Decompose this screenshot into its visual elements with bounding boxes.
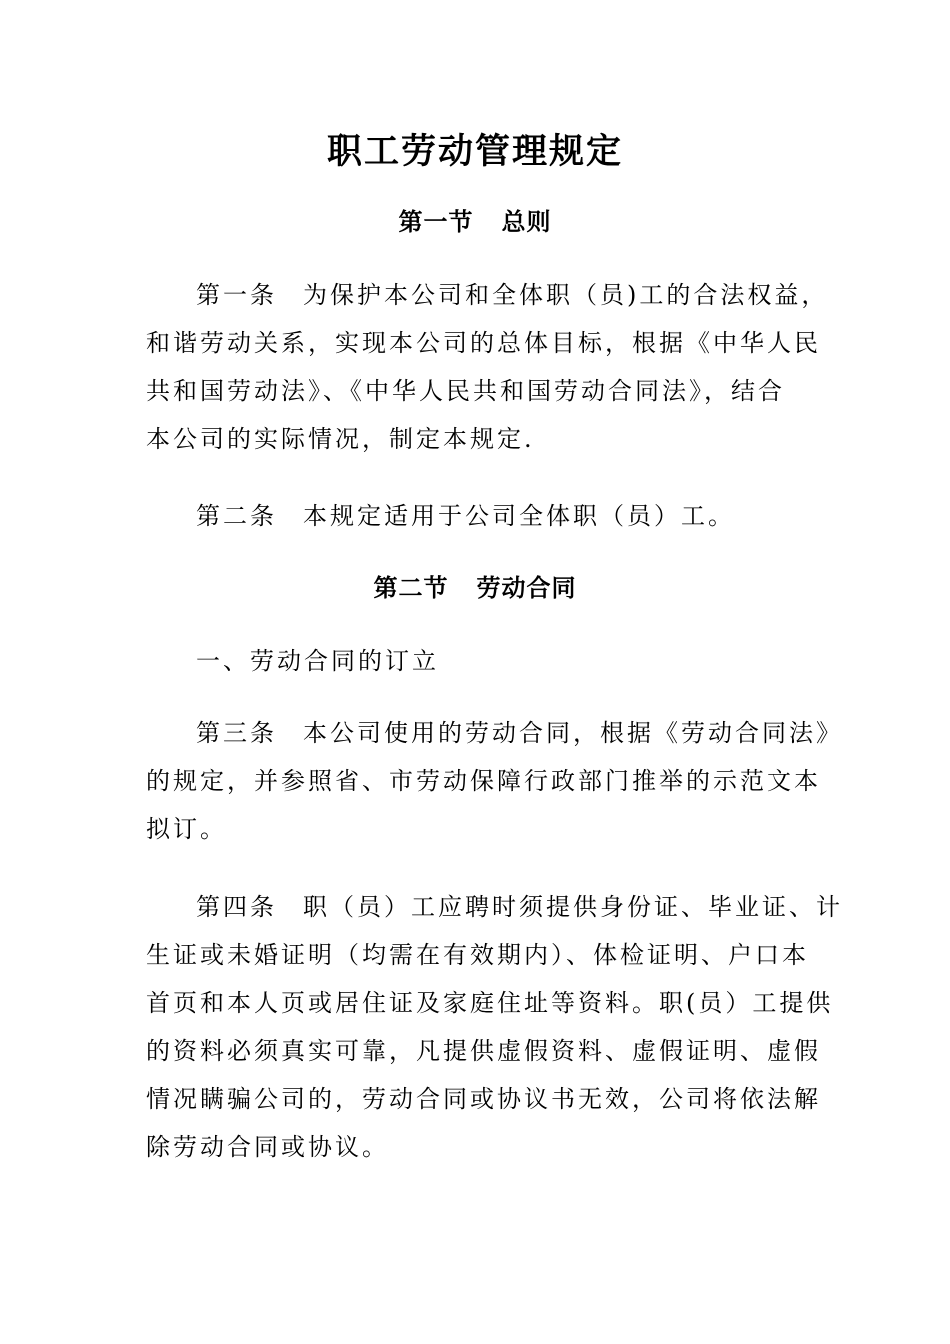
article-text-line: 职（员）工应聘时须提供身份证、毕业证、计	[303, 893, 843, 921]
article-text-line: 本规定适用于公司全体职（员）工。	[303, 502, 735, 530]
article-text-line: 首页和本人页或居住证及家庭住址等资料。职(员）工提供	[146, 989, 834, 1017]
article-1	[146, 271, 829, 463]
section-name: 总则	[501, 207, 552, 236]
article-text-line: 共和国劳动法》、《中华人民共和国劳动合同法》，结合	[146, 377, 785, 405]
article-4	[146, 883, 843, 1171]
article-text-line: 情况瞒骗公司的，劳动合同或协议书无效，公司将依法解	[146, 1085, 821, 1113]
section-number: 第一节	[398, 207, 474, 236]
article-text-line: 的规定，并参照省、市劳动保障行政部门推举的示范文本	[146, 767, 821, 795]
article-text-line: 为保护本公司和全体职（员)工的合法权益，	[303, 281, 829, 309]
article-2	[146, 492, 806, 540]
article-text-line: 除劳动合同或协议。	[146, 1133, 389, 1161]
article-label: 第二条	[196, 502, 277, 530]
article-text-line: 和谐劳动关系，实现本公司的总体目标，根据《中华人民	[146, 329, 821, 357]
article-text-line: 本公司的实际情况，制定本规定.	[146, 425, 535, 453]
section-heading-1	[0, 204, 950, 240]
article-label: 第三条	[196, 719, 277, 747]
document-title: 职工劳动管理规定	[326, 131, 623, 172]
article-label: 第四条	[196, 893, 277, 921]
section-heading-2	[0, 570, 950, 606]
article-label: 第一条	[196, 281, 277, 309]
article-text-line: 本公司使用的劳动合同，根据《劳动合同法》	[303, 719, 843, 747]
subheading-contract-signing: 一、劳动合同的订立	[196, 647, 439, 675]
article-text-line: 的资料必须真实可靠，凡提供虚假资料、虚假证明、虚假	[146, 1037, 821, 1065]
section-name: 劳动合同	[476, 573, 577, 602]
section-number: 第二节	[373, 573, 449, 602]
article-3	[146, 709, 843, 853]
article-text-line: 生证或未婚证明（均需在有效期内）、体检证明、户口本	[146, 941, 809, 969]
article-text-line: 拟订。	[146, 815, 227, 843]
